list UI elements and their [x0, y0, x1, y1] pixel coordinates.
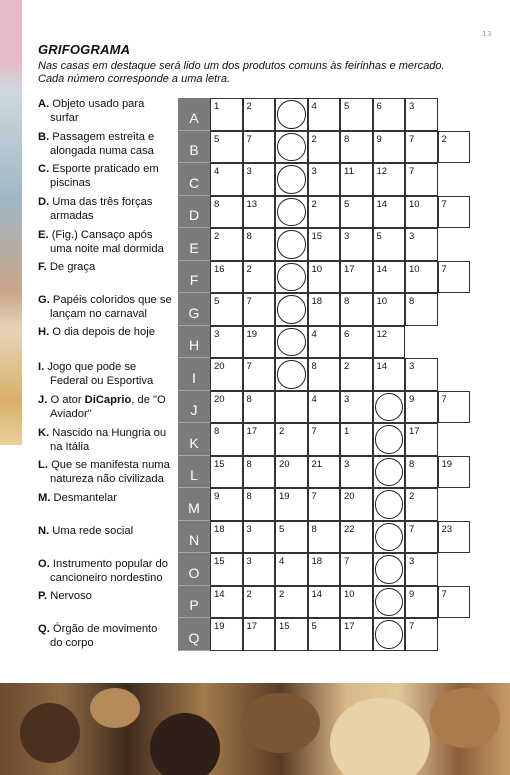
highlighted-cell[interactable]	[275, 358, 308, 391]
clue-text: (Fig.) Cansaço após	[51, 229, 153, 241]
highlighted-cell[interactable]	[275, 131, 308, 164]
grid-cell[interactable]: 15	[308, 228, 341, 261]
clue-text: Esporte praticado em	[52, 163, 159, 175]
grid-cell[interactable]: 7	[243, 131, 276, 164]
row-letter: B	[178, 131, 210, 164]
row-letter: H	[178, 326, 210, 359]
clue-key: Q.	[38, 623, 50, 635]
highlighted-cell[interactable]	[275, 228, 308, 261]
clue-j	[38, 394, 178, 421]
grid-cell[interactable]: 15	[275, 618, 308, 651]
clue-text-line2: Aviador"	[50, 407, 92, 420]
grid-cell[interactable]: 8	[210, 423, 243, 456]
grid-cell[interactable]: 18	[210, 521, 243, 554]
grid-cell[interactable]: 8	[405, 293, 438, 326]
clue-b	[38, 131, 178, 158]
grid-cell[interactable]: 14	[373, 358, 406, 391]
grid-cell[interactable]: 17	[340, 261, 373, 294]
clue-text: Órgão de movimento	[52, 623, 158, 635]
grid-cell[interactable]: 3	[210, 326, 243, 359]
grid-cell[interactable]: 2	[243, 261, 276, 294]
clue-key: O.	[38, 558, 50, 570]
grid-cell[interactable]: 4	[210, 163, 243, 196]
highlighted-cell[interactable]	[373, 391, 406, 424]
market-photo	[0, 683, 510, 775]
highlighted-cell[interactable]	[373, 488, 406, 521]
clue-p	[38, 590, 178, 604]
grid-cell[interactable]: 3	[405, 358, 438, 391]
highlighted-cell[interactable]	[373, 456, 406, 489]
grid-cell[interactable]: 2	[308, 196, 341, 229]
clue-text: Passagem estreita e	[52, 131, 155, 143]
grid-cell[interactable]: 4	[308, 98, 341, 131]
highlighted-cell[interactable]	[275, 98, 308, 131]
grid-cell[interactable]: 2	[275, 586, 308, 619]
clue-text-line2: surfar	[50, 111, 79, 124]
highlighted-cell[interactable]	[275, 163, 308, 196]
grid-cell[interactable]: 14	[373, 261, 406, 294]
clue-text-line2: alongada numa casa	[50, 144, 154, 157]
clue-key: A.	[38, 98, 50, 110]
row-letter: Q	[178, 618, 210, 651]
highlighted-cell[interactable]	[373, 521, 406, 554]
grid-cell[interactable]: 7	[438, 391, 471, 424]
grid-cell[interactable]: 7	[405, 618, 438, 651]
grid-cell[interactable]: 8	[405, 456, 438, 489]
grid-cell[interactable]: 14	[373, 196, 406, 229]
clue-a	[38, 98, 178, 125]
clue-k	[38, 427, 178, 454]
grid-cell[interactable]: 4	[308, 391, 341, 424]
grid-cell[interactable]: 15	[210, 456, 243, 489]
grid-cell[interactable]: 5	[340, 196, 373, 229]
grid-cell[interactable]: 7	[308, 423, 341, 456]
grid-cell[interactable]: 1	[340, 423, 373, 456]
clue-o	[38, 558, 178, 585]
grid-cell[interactable]: 3	[405, 228, 438, 261]
grid-cell[interactable]: 17	[405, 423, 438, 456]
clue-q	[38, 623, 178, 650]
clue-text-line2: piscinas	[50, 176, 91, 189]
clue-key: C.	[38, 163, 50, 175]
grid-cell[interactable]: 7	[340, 553, 373, 586]
grid-cell[interactable]: 9	[373, 131, 406, 164]
grid-cell[interactable]: 7	[438, 196, 471, 229]
grid-cell[interactable]: 14	[210, 586, 243, 619]
grid-cell[interactable]: 8	[243, 391, 276, 424]
grid-cell[interactable]: 7	[243, 358, 276, 391]
highlighted-cell[interactable]	[275, 326, 308, 359]
grid-cell[interactable]: 2	[243, 98, 276, 131]
grid-cell[interactable]: 3	[405, 553, 438, 586]
row-letter: A	[178, 98, 210, 131]
grid-cell[interactable]: 8	[210, 196, 243, 229]
grid-cell[interactable]: 8	[243, 456, 276, 489]
row-letter: M	[178, 488, 210, 521]
clue-text-line2: do corpo	[50, 636, 94, 649]
grid-cell[interactable]: 8	[243, 488, 276, 521]
grid-cell[interactable]: 5	[308, 618, 341, 651]
clue-c	[38, 163, 178, 190]
row-letter: I	[178, 358, 210, 391]
clue-l	[38, 459, 178, 486]
clue-text: Uma rede social	[52, 525, 134, 537]
grid-cell[interactable]: 20	[210, 358, 243, 391]
grid-cell[interactable]: 5	[340, 98, 373, 131]
grid-cell[interactable]: 17	[340, 618, 373, 651]
clue-e	[38, 229, 178, 256]
row-letter: F	[178, 261, 210, 294]
highlighted-cell[interactable]	[373, 618, 406, 651]
highlighted-cell[interactable]	[373, 423, 406, 456]
grid-cell[interactable]: 3	[340, 391, 373, 424]
clue-key: B.	[38, 131, 50, 143]
clue-text-line2: armadas	[50, 209, 94, 222]
clue-key: I.	[38, 361, 45, 373]
clue-text: Uma das três forças	[52, 196, 153, 208]
grid-cell[interactable]: 2	[308, 131, 341, 164]
grid-cell[interactable]: 3	[243, 553, 276, 586]
page-number: 13	[482, 30, 492, 38]
clue-key: N.	[38, 525, 50, 537]
highlighted-cell[interactable]	[373, 553, 406, 586]
grid-cell[interactable]: 10	[308, 261, 341, 294]
grid-cell[interactable]: 4	[275, 553, 308, 586]
grid-cell[interactable]: 13	[243, 196, 276, 229]
row-letter: E	[178, 228, 210, 261]
grid-cell[interactable]: 8	[243, 228, 276, 261]
grid-cell[interactable]: 23	[438, 521, 471, 554]
clue-text-line2: uma noite mal dormida	[50, 242, 164, 255]
grid-cell[interactable]: 18	[308, 553, 341, 586]
clue-g	[38, 294, 178, 321]
row-letter: N	[178, 521, 210, 554]
clue-key: J.	[38, 394, 48, 406]
clue-text-cont: , de "O	[131, 394, 166, 406]
clue-text: Nervoso	[50, 590, 92, 602]
clue-emphasis: DiCaprio	[84, 394, 132, 406]
grid-cell[interactable]: 10	[405, 196, 438, 229]
highlighted-cell[interactable]	[275, 261, 308, 294]
clue-text-line2: na Itália	[50, 440, 90, 453]
grid-cell[interactable]: 3	[405, 98, 438, 131]
highlighted-cell[interactable]	[275, 196, 308, 229]
grid-cell[interactable]: 2	[438, 131, 471, 164]
grid-cell[interactable]: 12	[373, 326, 406, 359]
grid-cell[interactable]: 2	[340, 358, 373, 391]
clue-key: H.	[38, 326, 50, 338]
grid-cell[interactable]: 22	[340, 521, 373, 554]
grid-cell[interactable]: 6	[340, 326, 373, 359]
grid-cell[interactable]: 19	[210, 618, 243, 651]
clue-text: Instrumento popular do	[52, 558, 168, 570]
clue-text: Que se manifesta numa	[51, 459, 170, 471]
grid-cell[interactable]: 3	[340, 456, 373, 489]
row-letter: L	[178, 456, 210, 489]
grid-cell[interactable]: 7	[308, 488, 341, 521]
clue-text: Jogo que pode se	[47, 361, 137, 373]
grid-cell[interactable]: 10	[405, 261, 438, 294]
grid-cell[interactable]	[275, 391, 308, 424]
clue-text-line2: cancioneiro nordestino	[50, 571, 163, 584]
row-letter: C	[178, 163, 210, 196]
grid-cell[interactable]: 2	[275, 423, 308, 456]
side-photo-strip	[0, 0, 22, 445]
grid-cell[interactable]: 7	[438, 261, 471, 294]
grid-cell[interactable]: 5	[210, 131, 243, 164]
clue-d	[38, 196, 178, 223]
row-letter: O	[178, 553, 210, 586]
grid-cell[interactable]: 7	[405, 163, 438, 196]
grid-cell[interactable]: 19	[275, 488, 308, 521]
clue-key: G.	[38, 294, 50, 306]
row-letter: P	[178, 586, 210, 619]
grid-cell[interactable]: 18	[308, 293, 341, 326]
clue-text: Objeto usado para	[52, 98, 145, 110]
grid-cell[interactable]: 19	[438, 456, 471, 489]
clue-text: Papéis coloridos que se	[52, 294, 172, 306]
row-letter: K	[178, 423, 210, 456]
clue-key: M.	[38, 492, 51, 504]
grid-cell[interactable]: 3	[340, 228, 373, 261]
clue-text: O ator	[50, 394, 85, 406]
grid-cell[interactable]: 20	[210, 391, 243, 424]
clue-text: De graça	[49, 261, 96, 273]
clue-key: E.	[38, 229, 49, 241]
grid-cell[interactable]: 5	[275, 521, 308, 554]
grid-cell[interactable]: 9	[405, 391, 438, 424]
puzzle-instructions: Nas casas em destaque será lido um dos produtos comuns às feirinhas e mercado. Cada número corresponde a uma letra.	[38, 60, 445, 85]
grid-cell[interactable]: 16	[210, 261, 243, 294]
puzzle-title: GRIFOGRAMA	[38, 42, 131, 57]
clue-text-line2: Federal ou Esportiva	[50, 374, 154, 387]
grid-cell[interactable]: 12	[373, 163, 406, 196]
clue-text-line2: natureza não civilizada	[50, 472, 164, 485]
clue-n	[38, 525, 178, 539]
grid-cell[interactable]: 7	[438, 586, 471, 619]
grid-cell[interactable]: 17	[243, 618, 276, 651]
grid-cell[interactable]: 8	[308, 358, 341, 391]
grid-cell[interactable]: 7	[405, 131, 438, 164]
grid-cell[interactable]: 15	[210, 553, 243, 586]
grid-cell[interactable]: 8	[340, 293, 373, 326]
grid-cell[interactable]: 3	[243, 521, 276, 554]
grid-cell[interactable]: 8	[308, 521, 341, 554]
grid-cell[interactable]: 20	[275, 456, 308, 489]
grid-cell[interactable]: 11	[340, 163, 373, 196]
grid-cell[interactable]: 17	[243, 423, 276, 456]
grid-cell[interactable]: 10	[373, 293, 406, 326]
clue-text: O dia depois de hoje	[52, 326, 155, 338]
grid-cell[interactable]: 9	[405, 586, 438, 619]
grid-cell[interactable]: 6	[373, 98, 406, 131]
grid-cell[interactable]: 7	[405, 521, 438, 554]
clue-key: K.	[38, 427, 50, 439]
clue-f	[38, 261, 178, 275]
grid-cell[interactable]: 2	[243, 586, 276, 619]
grid-cell[interactable]: 3	[308, 163, 341, 196]
clue-text: Nascido na Hungria ou	[52, 427, 167, 439]
grid-cell[interactable]: 21	[308, 456, 341, 489]
row-letter: J	[178, 391, 210, 424]
grid-cell[interactable]: 2	[405, 488, 438, 521]
grid-cell[interactable]: 2	[210, 228, 243, 261]
grid-cell[interactable]: 20	[340, 488, 373, 521]
clue-key: P.	[38, 590, 48, 602]
grid-cell[interactable]: 10	[340, 586, 373, 619]
clue-text-line2: lançam no carnaval	[50, 307, 148, 320]
clue-key: F.	[38, 261, 47, 273]
highlighted-cell[interactable]	[275, 293, 308, 326]
row-letter: G	[178, 293, 210, 326]
grid-cell[interactable]: 9	[210, 488, 243, 521]
clue-m	[38, 492, 178, 506]
clue-h	[38, 326, 178, 340]
grid-cell[interactable]: 19	[243, 326, 276, 359]
highlighted-cell[interactable]	[373, 586, 406, 619]
grid-cell[interactable]: 4	[308, 326, 341, 359]
grid-cell[interactable]: 5	[210, 293, 243, 326]
clue-key: D.	[38, 196, 50, 208]
clue-key: L.	[38, 459, 48, 471]
grid-cell[interactable]: 7	[243, 293, 276, 326]
clue-i	[38, 361, 178, 388]
row-letter: D	[178, 196, 210, 229]
grid-cell[interactable]: 3	[243, 163, 276, 196]
grid-cell[interactable]: 5	[373, 228, 406, 261]
grid-cell[interactable]: 14	[308, 586, 341, 619]
grid-cell[interactable]: 8	[340, 131, 373, 164]
clue-text: Desmantelar	[53, 492, 117, 504]
grid-cell[interactable]: 1	[210, 98, 243, 131]
